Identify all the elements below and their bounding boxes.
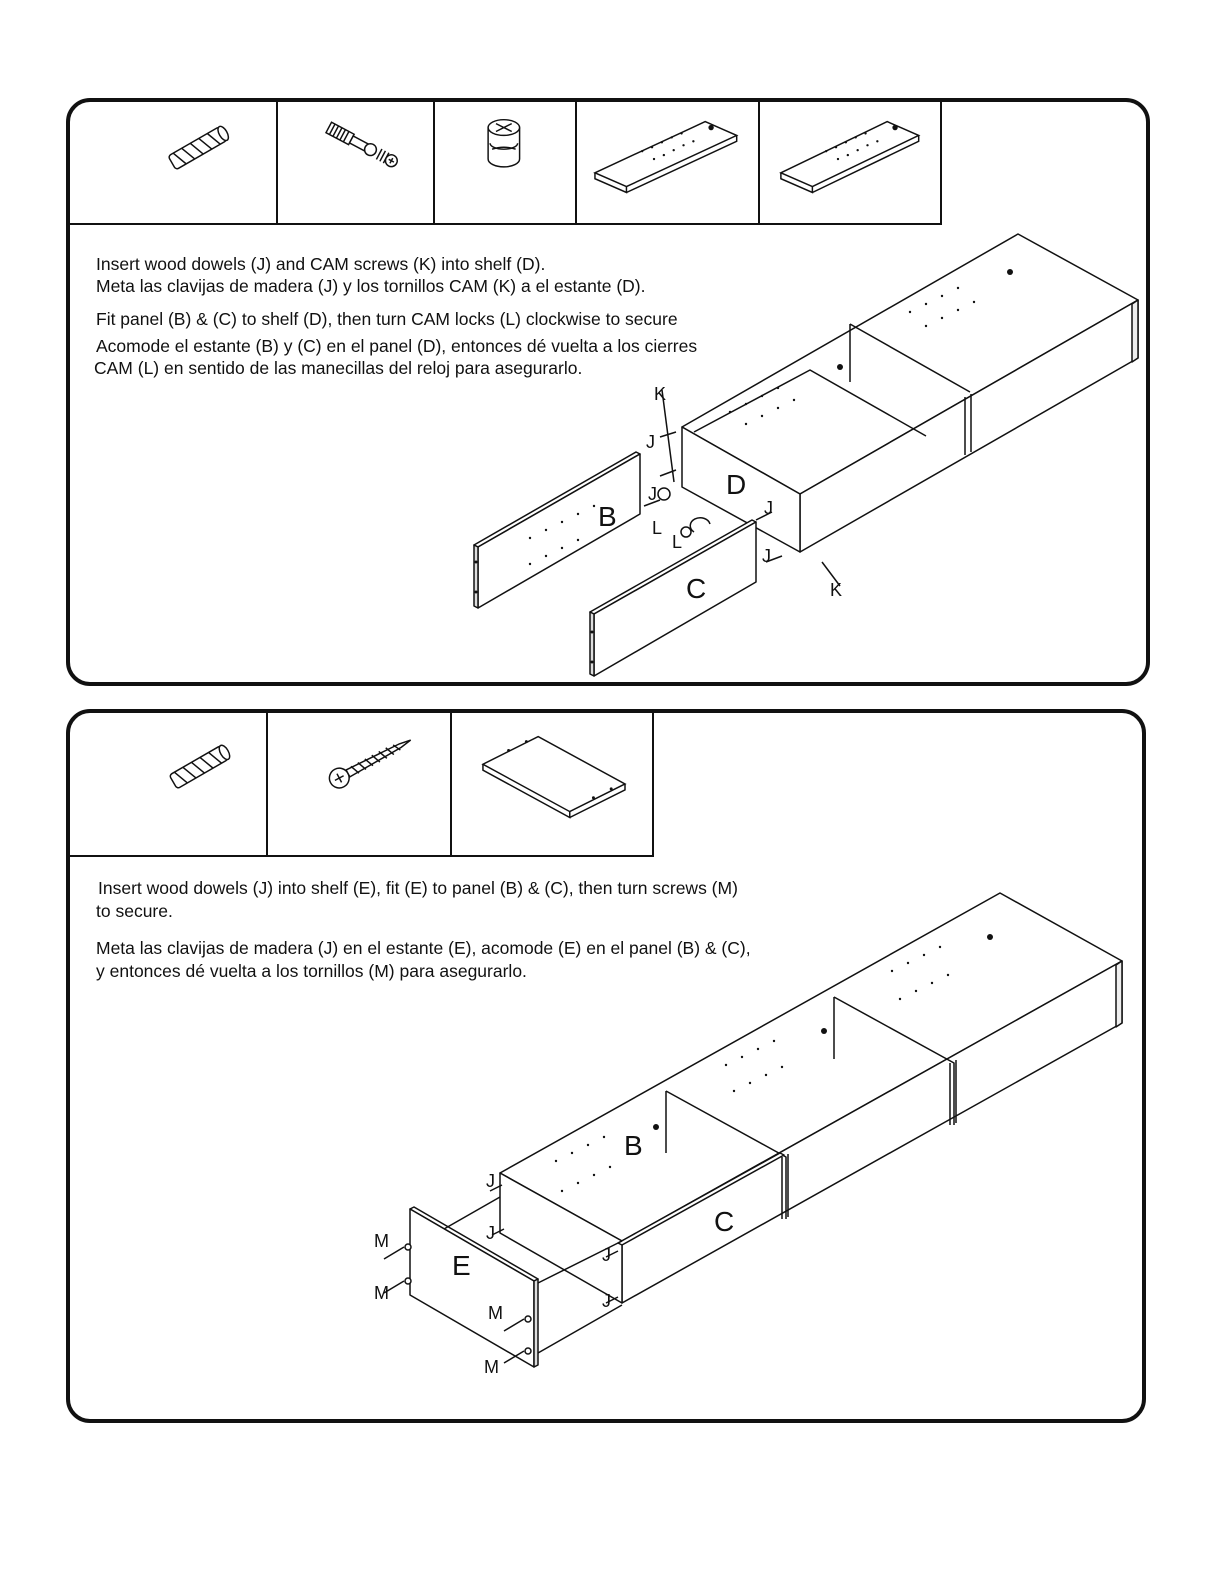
label-m-1: M [374,1231,389,1251]
label-m-4: M [484,1357,499,1377]
step-1-instruction-en-2: Fit panel (B) & (C) to shelf (D), then turn CAM locks (L) clockwise to secure [96,309,678,329]
step-1-instruction-en-1: Insert wood dowels (J) and CAM screws (K) into shelf (D). [96,254,546,274]
label-e: E [452,1250,471,1281]
step-2-instruction-en-1: Insert wood dowels (J) into shelf (E), fit (E) to panel (B) & (C), then turn screws (M) [98,878,738,898]
label-k-top: K [654,384,667,404]
label-b: B [598,501,617,532]
step-2-instruction-es-2: y entonces dé vuelta a los tornillos (M) para asegurarlo. [96,961,527,981]
step-1-instruction-es-2b: CAM (L) en sentido de las manecillas del reloj para asegurarlo. [94,358,583,378]
step-1-panel [66,98,1150,686]
label-c: C [686,573,707,604]
step-1-instruction-es-2a: Acomode el estante (B) y (C) en el panel (D), entonces dé vuelta a los cierres [96,336,698,356]
label-j-2: J [486,1223,495,1243]
step-2-assembly-diagram [70,713,1142,1419]
step-2-instruction-en-2: to secure. [96,901,173,921]
step-2-instruction-es-1: Meta las clavijas de madera (J) en el estante (E), acomode (E) en el panel (B) & (C), [96,938,751,958]
label-k-bottom: K [830,580,843,600]
label-l-2: L [672,532,683,552]
label-c: C [714,1206,735,1237]
label-j-4: J [602,1291,611,1311]
label-l-1: L [652,518,663,538]
label-m-2: M [374,1283,389,1303]
label-j-1: J [646,432,655,452]
label-j-2: J [764,498,773,518]
step-1-instruction-es-1: Meta las clavijas de madera (J) y los tornillos CAM (K) a el estante (D). [96,276,646,296]
label-j-3: J [648,484,657,504]
step-1-assembly-diagram [70,102,1146,682]
label-j-4: J [762,546,771,566]
label-j-3: J [602,1245,611,1265]
label-j-1: J [486,1171,495,1191]
label-d: D [726,469,747,500]
step-2-panel [66,709,1146,1423]
label-m-3: M [488,1303,503,1323]
label-b: B [624,1130,643,1161]
